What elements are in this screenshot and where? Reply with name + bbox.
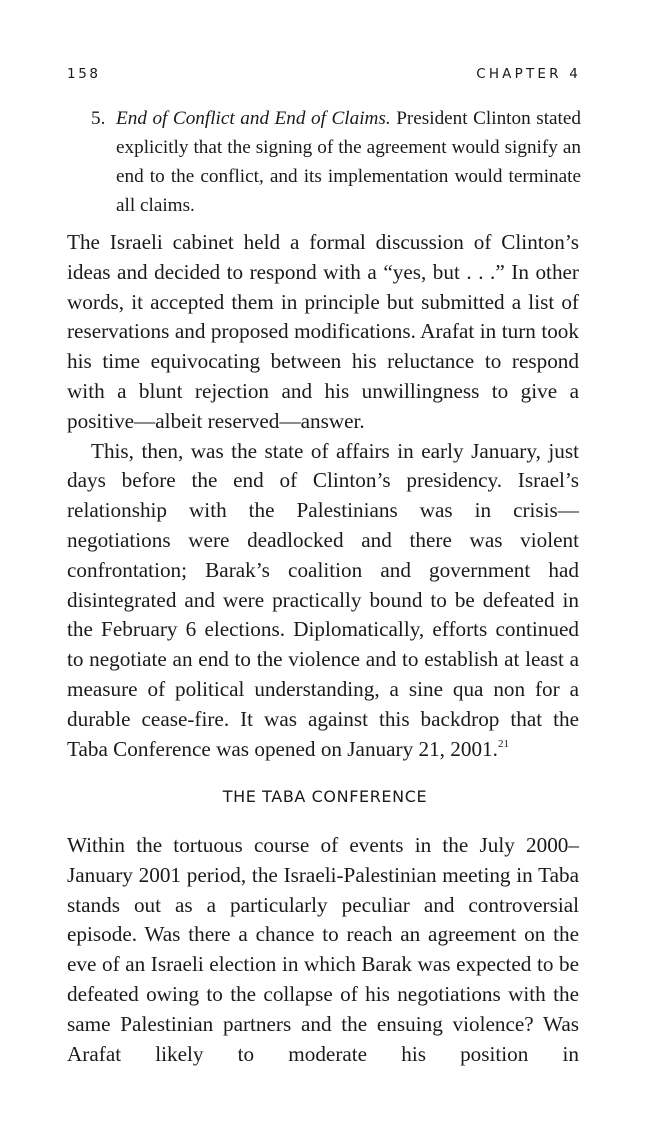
paragraph-2-text: This, then, was the state of affairs in early January, just days before the end of Clinton’s presidency. Israel’s relationship with the Palestinians was in crisis—negotiations were deadlocked and there was violent confrontation; Barak’s coalition and government had disintegrated and were practically bound to be defeated in the February 6 elections. Diplomatically, efforts continued to negotiate an end to the violence and to establish at least a measure of political understanding, a sine qua non for a durable cease-fire. It was against this backdrop that the Taba Conference was opened on January 21, 2001. [67,438,579,761]
paragraph-3: Within the tortuous course of events in the July 2000–January 2001 period, the Israeli-Palestinian meeting in Taba stands out as a particularly peculiar and controversial episode. Was there a chance to reach an agreement on the eve of an Israeli election in which Barak was expected to be defeated owing to the collapse of his negotiations with the same Palestinian partners and the ensuing violence? Was Arafat likely to moderate his position in [67,833,579,1066]
body-text-lower [67,831,579,1069]
chapter-label: CHAPTER 4 [476,66,581,82]
list-item-title: End of Conflict and End of Claims. [116,108,391,129]
list-number: 5. [91,108,106,129]
numbered-list-item [91,104,581,220]
running-header [67,66,579,88]
list-item-body: President Clinton stated explicitly that the signing of the agreement would signify an end to the conflict, and its implementation would terminate all claims. [116,108,581,216]
page-number: 158 [67,66,101,82]
footnote-ref: 21 [497,737,509,750]
section-heading: THE TABA CONFERENCE [222,787,428,806]
list-item-text [116,104,581,220]
body-text-upper [67,228,579,764]
paragraph-2 [67,437,579,765]
paragraph-1: The Israeli cabinet held a formal discussion of Clinton’s ideas and decided to respond with a “yes, but . . .” In other words, it accepted them in principle but submitted a list of reservations and proposed modifications. Arafat in turn took his time equivocating between his reluctance to respond with a blunt rejection and his unwillingness to give a positive—albeit reserved—answer. [67,230,579,433]
